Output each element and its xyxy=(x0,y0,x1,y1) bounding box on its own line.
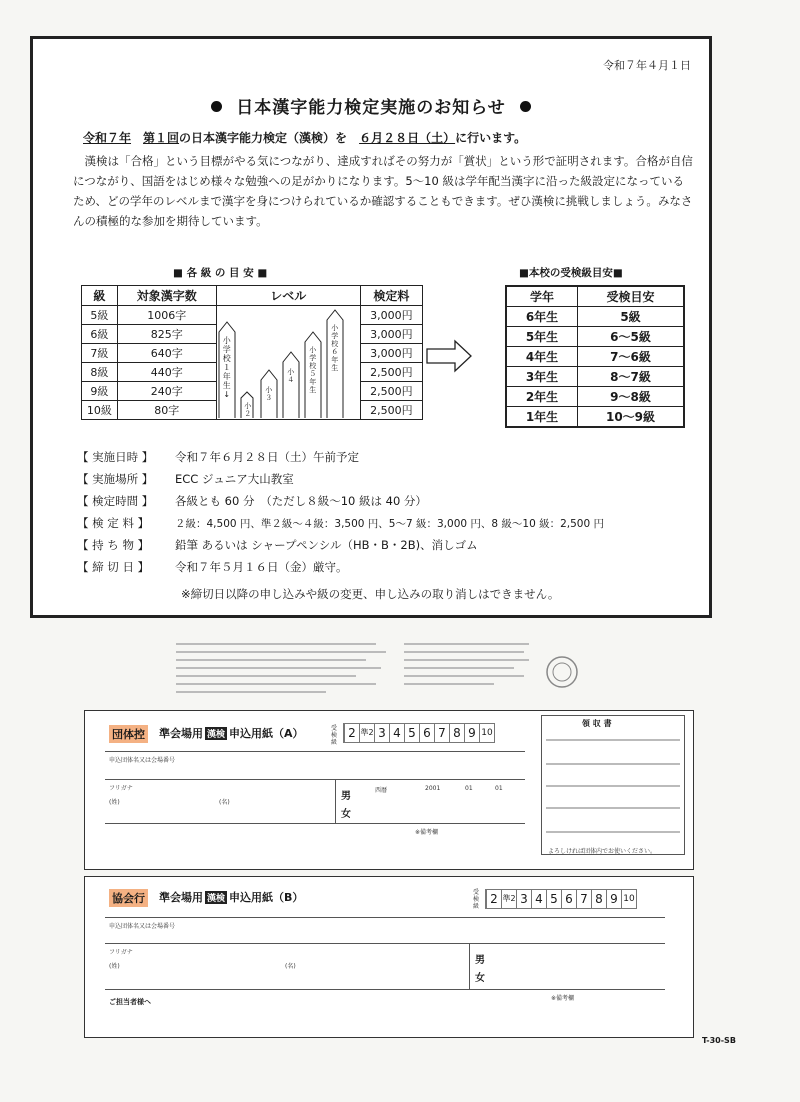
info-row-time xyxy=(77,493,604,515)
fee-cell: 3,000円 xyxy=(360,325,422,344)
level-label-5: 小学校５年生 xyxy=(309,346,317,394)
remarks-field[interactable]: ※備考欄 xyxy=(415,829,439,836)
receipt-title: 領 収 書 xyxy=(582,719,612,728)
title-text: 日本漢字能力検定実施のお知らせ xyxy=(236,98,506,118)
form-b-title xyxy=(159,889,303,905)
school-table-header xyxy=(506,286,684,307)
info-label: 【 実施日時 】 xyxy=(77,450,154,464)
sex-male[interactable]: 男 xyxy=(341,791,351,802)
fee-cell: 2,500円 xyxy=(360,382,422,401)
birth-month[interactable]: 01 xyxy=(465,785,473,792)
grade-option[interactable]: 6 xyxy=(419,724,434,742)
receipt-lines xyxy=(542,716,684,854)
year-cell: 4年生 xyxy=(506,347,578,367)
form-a-title-post: 申込用紙（A） xyxy=(229,727,304,740)
target-cell: 8〜7級 xyxy=(578,367,685,387)
remarks-field[interactable]: ※備考欄 xyxy=(551,995,575,1002)
grade-option[interactable]: 10 xyxy=(621,890,636,908)
info-value: 令和７年６月２８日（土）午前予定 xyxy=(175,450,359,464)
lead-mid: の日本漢字能力検定（漢検）を xyxy=(179,131,348,145)
count-cell: 80字 xyxy=(117,401,216,420)
table-row xyxy=(506,407,684,428)
rule xyxy=(105,943,665,944)
level-label-3: 小３ xyxy=(265,386,273,402)
level-building-4 xyxy=(283,352,299,418)
target-cell: 9〜8級 xyxy=(578,387,685,407)
table-row xyxy=(82,306,423,325)
year-cell: 3年生 xyxy=(506,367,578,387)
fee-cell: 2,500円 xyxy=(360,363,422,382)
cancellation-note: ※締切日以降の申し込みや級の変更、申し込みの取り消しはできません。 xyxy=(181,587,560,601)
table-row xyxy=(506,387,684,407)
rule xyxy=(105,917,665,918)
target-cell: 5級 xyxy=(578,307,685,327)
grade-label: 受検級 xyxy=(473,889,480,910)
info-label: 【 検定時間 】 xyxy=(77,494,154,508)
info-list xyxy=(77,449,604,581)
grade-cell: 6級 xyxy=(82,325,118,344)
receipt-box xyxy=(541,715,685,855)
school-table xyxy=(505,285,685,428)
form-a-title-pre: 準会場用 xyxy=(159,727,203,740)
bullet-icon xyxy=(211,101,222,112)
info-row-place xyxy=(77,471,604,493)
form-code: T-30-SB xyxy=(702,1036,736,1045)
rule xyxy=(105,989,665,990)
fee-cell: 3,000円 xyxy=(360,306,422,325)
year-cell: 5年生 xyxy=(506,327,578,347)
info-row-deadline xyxy=(77,559,604,581)
grade-option[interactable]: 6 xyxy=(561,890,576,908)
info-label: 【 実施場所 】 xyxy=(77,472,154,486)
th-year: 学年 xyxy=(506,286,578,307)
level-label-6: 小学校６年生 xyxy=(331,324,339,372)
lead-sentence xyxy=(83,129,526,146)
notice-title xyxy=(33,93,709,118)
grade-option[interactable]: 10 xyxy=(479,724,494,742)
grade-table xyxy=(81,285,423,420)
grade-table-header xyxy=(82,286,423,306)
fine-print-right xyxy=(404,640,534,700)
given-name-field[interactable]: (名) xyxy=(285,963,296,970)
rule xyxy=(469,943,470,989)
grade-option[interactable]: 7 xyxy=(434,724,449,742)
info-label: 【 持 ち 物 】 xyxy=(77,538,150,552)
info-value: 令和７年５月１６日（金）厳守。 xyxy=(175,560,348,574)
th-fee: 検定料 xyxy=(360,286,422,306)
year-cell: 2年生 xyxy=(506,387,578,407)
info-value: 鉛筆 あるいは シャープペンシル（HB・B・2B)、消しゴム xyxy=(175,538,478,552)
rule xyxy=(105,779,525,780)
grade-cell: 7級 xyxy=(82,344,118,363)
lead-date: ６月２８日（土） xyxy=(359,131,456,145)
fee-cell: 3,000円 xyxy=(360,344,422,363)
th-target: 受検目安 xyxy=(578,286,685,307)
given-name-field[interactable]: (名) xyxy=(219,799,230,806)
fine-print-lines xyxy=(404,640,534,700)
count-cell: 240字 xyxy=(117,382,216,401)
level-chart xyxy=(216,306,360,420)
year-cell: 6年生 xyxy=(506,307,578,327)
grade-label: 受検級 xyxy=(331,725,338,746)
notice-date: 令和７年４月１日 xyxy=(603,59,691,72)
grade-option[interactable]: 9 xyxy=(464,724,479,742)
grade-option[interactable]: 準2 xyxy=(359,724,374,742)
form-a-badge: 団体控 xyxy=(109,725,148,743)
info-row-fee xyxy=(77,515,604,537)
level-label-2: 小２ xyxy=(244,402,252,418)
th-count: 対象漢字数 xyxy=(117,286,216,306)
surname-field[interactable]: (姓) xyxy=(109,963,120,970)
grade-option[interactable]: 2 xyxy=(486,890,501,908)
application-form-a xyxy=(84,710,694,870)
count-cell: 825字 xyxy=(117,325,216,344)
form-b-title-pre: 準会場用 xyxy=(159,891,203,904)
fine-print-lines xyxy=(176,640,396,700)
count-cell: 640字 xyxy=(117,344,216,363)
table-row xyxy=(506,327,684,347)
grade-cell: 9級 xyxy=(82,382,118,401)
grade-cell: 5級 xyxy=(82,306,118,325)
year-cell: 1年生 xyxy=(506,407,578,428)
birth-year[interactable]: 2001 xyxy=(425,785,441,792)
info-row-items xyxy=(77,537,604,559)
grade-option[interactable]: 2 xyxy=(344,724,359,742)
level-label-1: 小学校１年生↓ xyxy=(222,336,231,399)
arrow-right-icon xyxy=(425,339,475,373)
grade-cell: 10級 xyxy=(82,401,118,420)
grade-option[interactable]: 8 xyxy=(591,890,606,908)
info-row-date xyxy=(77,449,604,471)
lead-round: 第１回 xyxy=(143,131,180,145)
privacy-mark-icon xyxy=(540,655,584,689)
application-form-b xyxy=(84,876,694,1038)
grade-selector[interactable] xyxy=(485,889,637,909)
count-cell: 1006字 xyxy=(117,306,216,325)
grade-cell: 8級 xyxy=(82,363,118,382)
receipt-note: よろしければ団体内でお使いください。 xyxy=(548,848,657,855)
furigana-label[interactable]: フリガナ xyxy=(109,785,133,792)
surname-field[interactable]: (姓) xyxy=(109,799,120,806)
info-label: 【 検 定 料 】 xyxy=(77,516,150,530)
grade-selector[interactable] xyxy=(343,723,495,743)
info-value: ECC ジュニア大山教室 xyxy=(175,472,294,486)
notice-panel xyxy=(30,36,712,618)
furigana-label[interactable]: フリガナ xyxy=(109,949,133,956)
org-label[interactable]: 申込団体名又は会場番号 xyxy=(109,923,176,930)
sex-male[interactable]: 男 xyxy=(475,955,485,966)
info-label: 【 締 切 日 】 xyxy=(77,560,150,574)
count-cell: 440字 xyxy=(117,363,216,382)
lead-end: に行います。 xyxy=(455,131,527,145)
info-value: ２級：4,500 円、準２級〜４級：3,500 円、5〜7 級：3,000 円、8 級〜10 級：2,500 円 xyxy=(175,518,605,530)
grade-option[interactable]: 8 xyxy=(449,724,464,742)
grade-option[interactable]: 3 xyxy=(516,890,531,908)
grade-option[interactable]: 7 xyxy=(576,890,591,908)
kanken-logo: 漢検 xyxy=(205,891,227,904)
rule xyxy=(105,751,525,752)
lead-era: 令和７年 xyxy=(83,131,132,145)
grade-option[interactable]: 4 xyxy=(531,890,546,908)
th-level: レベル xyxy=(216,286,360,306)
form-b-badge: 協会行 xyxy=(109,889,148,907)
sex-female[interactable]: 女 xyxy=(341,809,351,820)
bullet-icon xyxy=(520,101,531,112)
level-label-4: 小４ xyxy=(287,368,295,384)
sex-female[interactable]: 女 xyxy=(475,973,485,984)
target-cell: 6〜5級 xyxy=(578,327,685,347)
org-label[interactable]: 申込団体名又は会場番号 xyxy=(109,757,176,764)
birth-era: 西暦 xyxy=(375,787,388,794)
th-grade: 級 xyxy=(82,286,118,306)
grade-option[interactable]: 9 xyxy=(606,890,621,908)
grade-option[interactable]: 5 xyxy=(546,890,561,908)
rule xyxy=(105,823,525,824)
table-row xyxy=(506,307,684,327)
form-b-title-post: 申込用紙（B） xyxy=(229,891,304,904)
rule xyxy=(335,779,336,823)
info-value: 各級とも 60 分 （ただし８級〜10 級は 40 分） xyxy=(175,494,427,508)
grade-table-title: ■ 各 級 の 目 安 ■ xyxy=(173,267,268,279)
notice-body: 漢検は「合格」という目標がやる気につながり、達成すればその努力が「賞状」という形で証明されます。合格が自信につながり、国語をはじめ様々な勉強への足がかりになります。5〜10 級は学年配当漢字に沿った級設定になっているため、どの学年のレベルまで漢字を身につけられているか確認することもできます。ぜひ漢検に挑戦しましょう。みなさんの積極的な参加を期待しています。 xyxy=(73,154,693,228)
guardian-heading: ご担当者様へ xyxy=(109,998,151,1006)
table-row xyxy=(506,367,684,387)
grade-option[interactable]: 5 xyxy=(404,724,419,742)
grade-option[interactable]: 3 xyxy=(374,724,389,742)
table-row xyxy=(506,347,684,367)
fee-cell: 2,500円 xyxy=(360,401,422,420)
school-table-title: ■本校の受検級目安■ xyxy=(519,267,623,279)
kanken-logo: 漢検 xyxy=(205,727,227,740)
form-a-title xyxy=(159,725,304,741)
grade-option[interactable]: 4 xyxy=(389,724,404,742)
grade-option[interactable]: 準2 xyxy=(501,890,516,908)
birth-day[interactable]: 01 xyxy=(495,785,503,792)
fine-print-left xyxy=(176,640,396,700)
target-cell: 7〜6級 xyxy=(578,347,685,367)
target-cell: 10〜9級 xyxy=(578,407,685,428)
